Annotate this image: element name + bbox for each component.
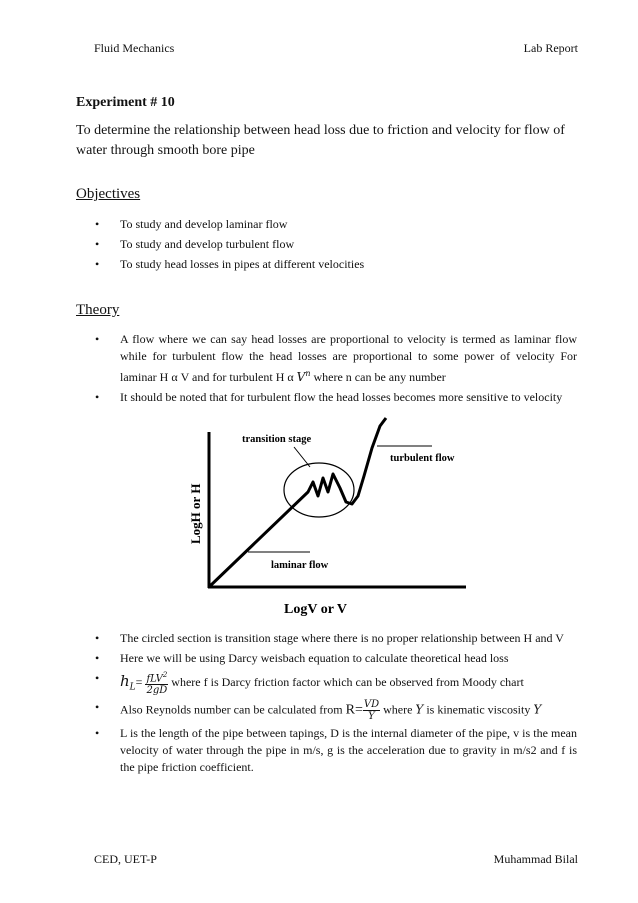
- darcy-description: where f is Darcy friction factor which can be observed from Moody chart: [168, 674, 524, 689]
- reynolds-numerator: VD: [363, 699, 380, 711]
- experiment-title: Experiment # 10: [76, 95, 175, 110]
- theory-text: A flow where we can say head losses are proportional to velocity is termed as laminar flow while for turbulent flow the head losses are proportional to some power of velocity For laminar H α V and for turbulent H α: [120, 332, 577, 384]
- objectives-heading: Objectives: [76, 186, 141, 202]
- turbulent-label: turbulent flow: [390, 453, 455, 464]
- viscosity-symbol-2: Y: [533, 702, 542, 717]
- theory-list: [95, 331, 577, 409]
- list-item: • L is the length of the pipe between tapings, D is the internal diameter of the pipe, v is the mean velocity of water through the pipe in m/s, g is the acceleration due to gravity in m/s2 and f is the pipe friction coefficient.: [95, 725, 577, 776]
- reynolds-symbol: R=: [345, 702, 363, 718]
- theory-text-tail: where n can be any number: [310, 370, 446, 384]
- equals-sign: =: [135, 674, 143, 689]
- objectives-list: [95, 216, 575, 276]
- reynolds-denominator: Y: [368, 711, 375, 723]
- list-item: • To study and develop turbulent flow: [95, 236, 575, 253]
- list-item: [95, 670, 577, 696]
- exponent-symbol: n: [305, 369, 311, 378]
- list-item: • To study head losses in pipes at different velocities: [95, 256, 575, 273]
- reynolds-text: Also Reynolds number can be calculated from: [120, 702, 346, 717]
- head-loss-symbol: h: [120, 671, 130, 690]
- list-item: • Here we will be using Darcy weisbach equation to calculate theoretical head loss: [95, 650, 577, 667]
- darcy-fraction: [145, 670, 168, 696]
- theory-heading: Theory: [76, 302, 120, 318]
- header-right: Lab Report: [523, 41, 578, 55]
- darcy-numerator: fLV: [146, 673, 163, 685]
- experiment-description: To determine the relationship between head loss due to friction and velocity for flow of water through smooth bore pipe: [76, 123, 565, 158]
- header-left: Fluid Mechanics: [94, 41, 175, 55]
- reynolds-post: is kinematic viscosity: [423, 702, 534, 717]
- transition-label: transition stage: [242, 434, 312, 445]
- footer-right: Muhammad Bilal: [493, 852, 578, 866]
- reynolds-mid: where: [380, 702, 416, 717]
- list-item: • It should be noted that for turbulent flow the head losses becomes more sensitive to velocity: [95, 389, 577, 406]
- velocity-symbol: V: [296, 370, 306, 384]
- list-item: [95, 699, 577, 722]
- reynolds-fraction: [363, 699, 380, 722]
- viscosity-symbol: Y: [415, 702, 424, 717]
- list-item: • The circled section is transition stage where there is no proper relationship between H and V: [95, 630, 577, 647]
- laminar-label: laminar flow: [271, 560, 329, 571]
- list-item: [95, 331, 577, 386]
- darcy-numerator-sup: 2: [162, 671, 168, 679]
- head-loss-figure: [160, 404, 476, 622]
- head-loss-subscript: L: [129, 682, 136, 693]
- equations-list: [95, 630, 577, 779]
- footer-left: CED, UET-P: [94, 852, 157, 866]
- figure-frame: [160, 404, 476, 622]
- list-item: • To study and develop laminar flow: [95, 216, 575, 233]
- x-axis-label: LogV or V: [284, 602, 348, 617]
- y-axis-label: LogH or H: [188, 483, 203, 544]
- darcy-denominator: 2gD: [146, 685, 168, 697]
